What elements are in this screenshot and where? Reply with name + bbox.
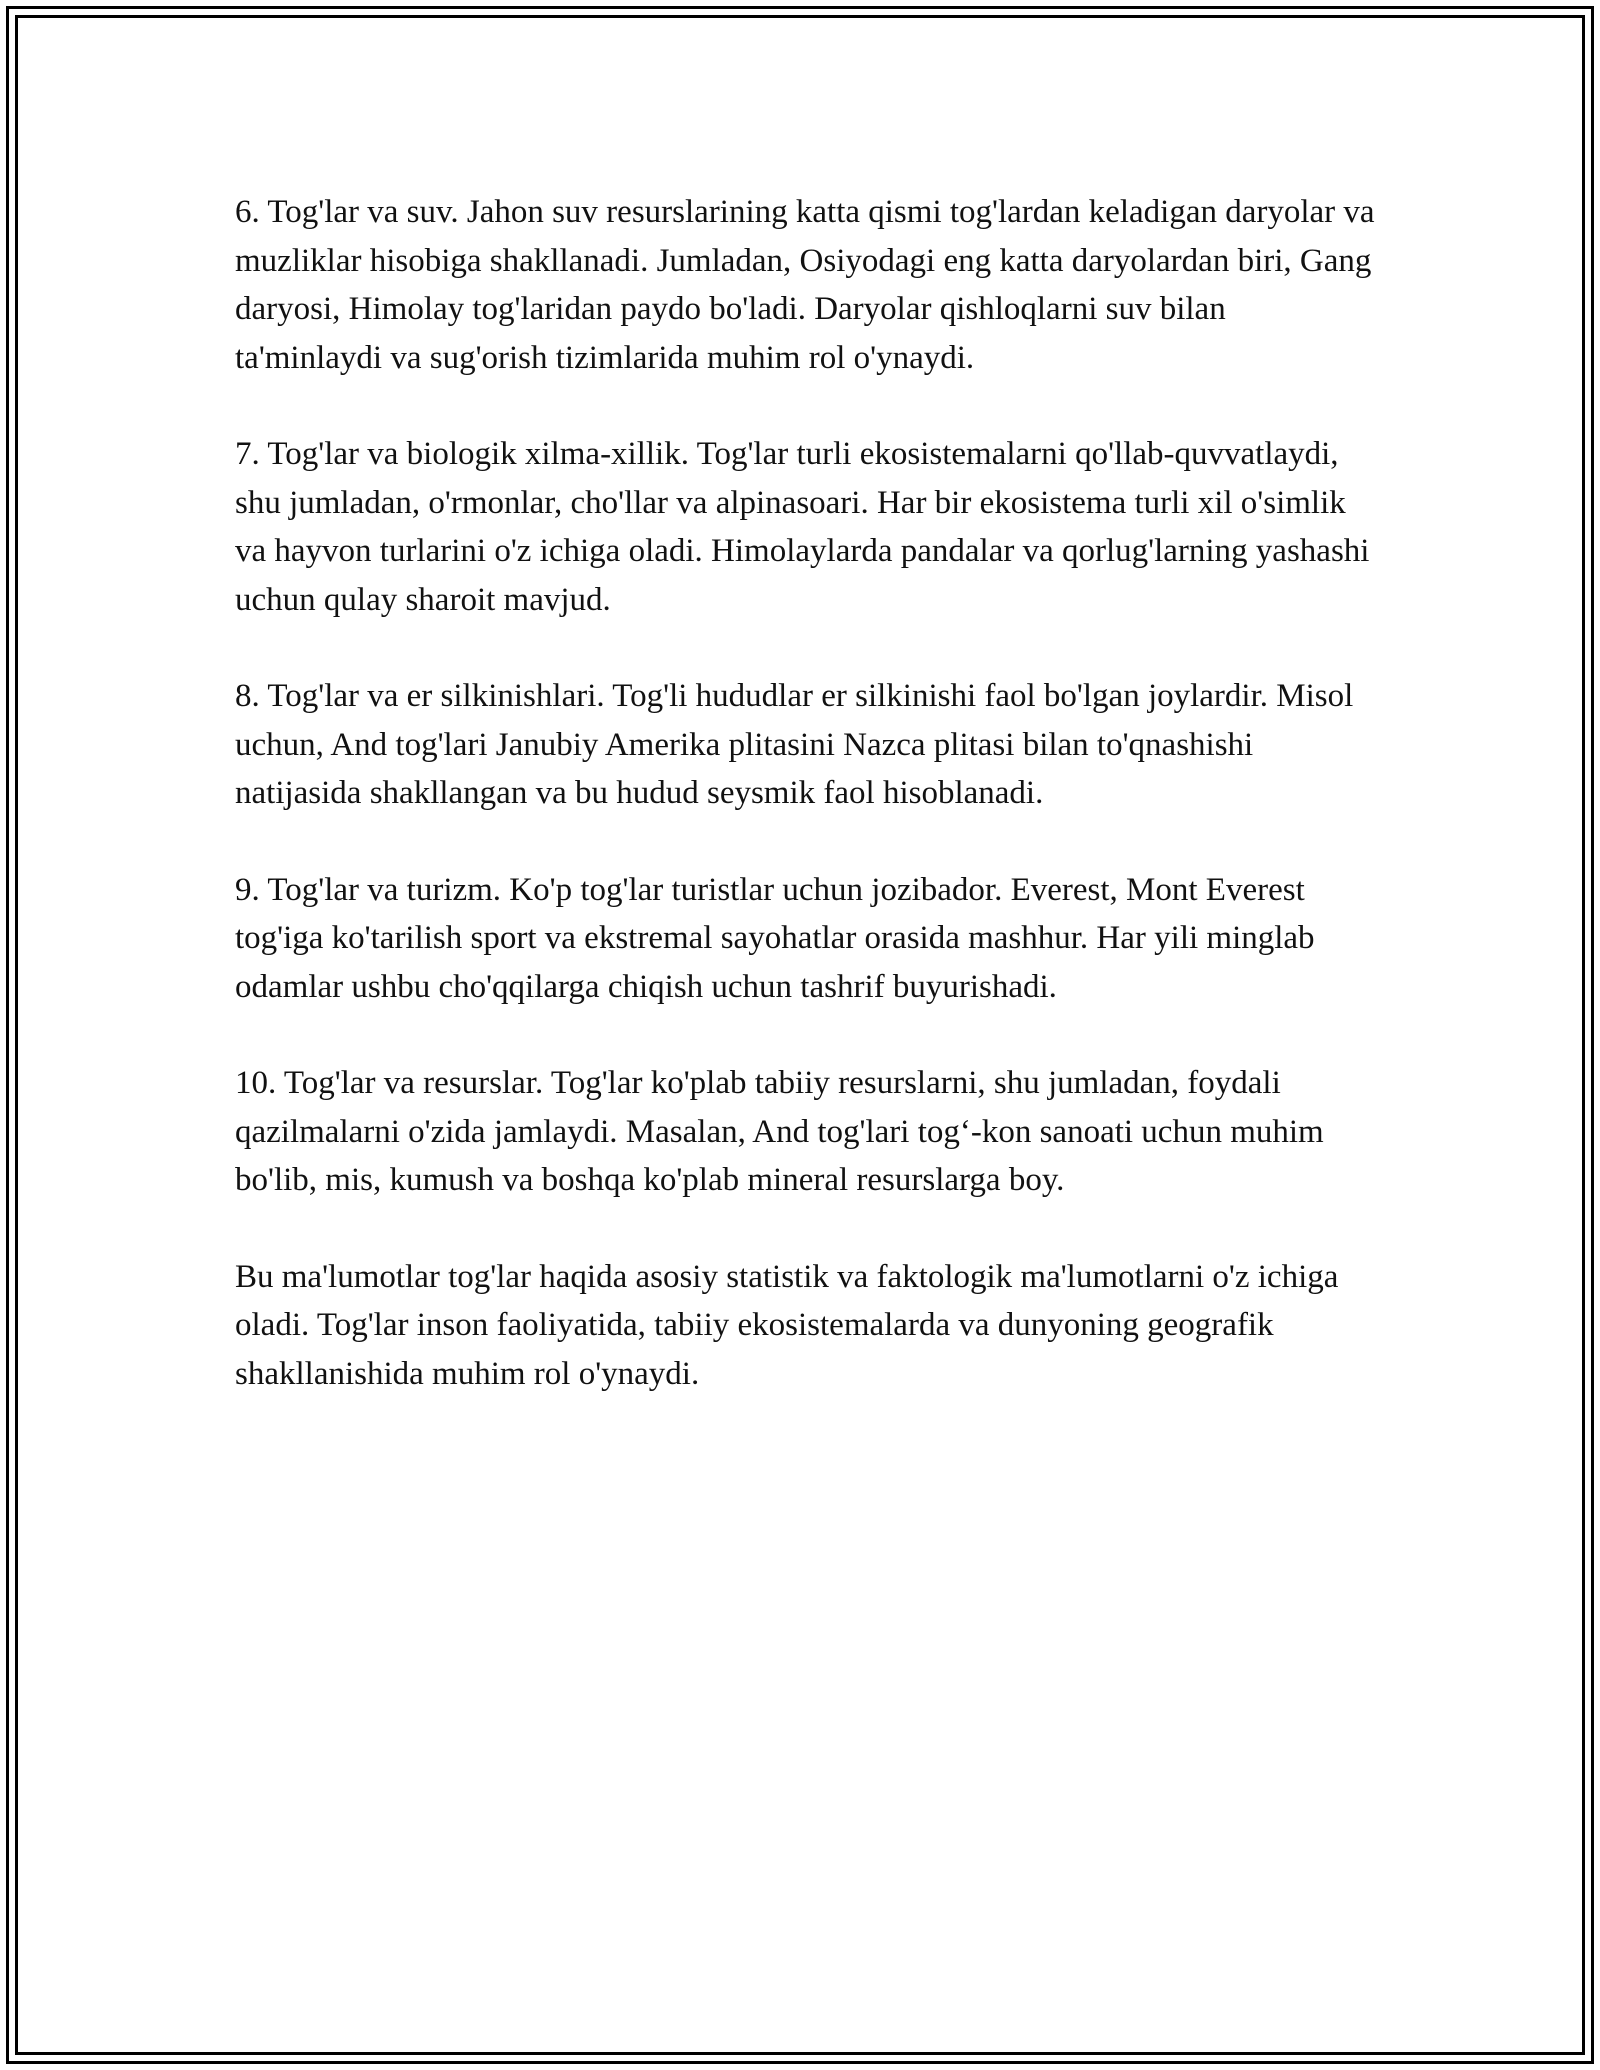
- document-body: [235, 188, 1375, 1446]
- paragraph-summary: Bu ma'lumotlar tog'lar haqida asosiy statistik va faktologik ma'lumotlarni o'z ichiga oladi. Tog'lar inson faoliyatida, tabiiy ekosistemalarda va dunyoning geografik shakllanishida muhim rol o'ynaydi.: [235, 1258, 1339, 1392]
- paragraph-mountains-resources: 10. Tog'lar va resurslar. Tog'lar ko'plab tabiiy resurslarni, shu jumladan, foydali qazilmalarni o'zida jamlaydi. Masalan, And tog'lari tog‘-kon sanoati uchun muhim bo'lib, mis, kumush va boshqa ko'plab mineral resurslarga boy.: [235, 1065, 1324, 1198]
- paragraph-mountains-water: 6. Tog'lar va suv. Jahon suv resurslarining katta qismi tog'lardan keladigan daryolar va muzliklar hisobiga shakllanadi. Jumladan, Osiyodagi eng katta daryolardan biri, Gang daryosi, Himolay tog'laridan paydo bo'ladi. Daryolar qishloqlarni suv bilan ta'minlaydi va sug'orish tizimlarida muhim rol o'ynaydi.: [235, 194, 1375, 376]
- paragraph-mountains-tourism: 9. Tog'lar va turizm. Ko'p tog'lar turistlar uchun jozibador. Everest, Mont Everest tog'iga ko'tarilish sport va ekstremal sayohatlar orasida mashhur. Har yili minglab odamlar ushbu cho'qqilarga chiqish uchun tashrif buyurishadi.: [235, 871, 1315, 1005]
- paragraph-mountains-biodiversity: 7. Tog'lar va biologik xilma-xillik. Tog'lar turli ekosistemalarni qo'llab-quvvatlaydi, shu jumladan, o'rmonlar, cho'llar va alpinasoari. Har bir ekosistema turli xil o'simlik va hayvon turlarini o'z ichiga oladi. Himolaylarda pandalar va qorlug'larning yashashi uchun qulay sharoit mavjud.: [235, 436, 1370, 618]
- paragraph-mountains-earthquakes: 8. Tog'lar va er silkinishlari. Tog'li hududlar er silkinishi faol bo'lgan joylardir. Misol uchun, And tog'lari Janubiy Amerika plitasini Nazca plitasi bilan to'qnashishi natijasida shakllangan va bu hudud seysmik faol hisoblanadi.: [235, 678, 1354, 811]
